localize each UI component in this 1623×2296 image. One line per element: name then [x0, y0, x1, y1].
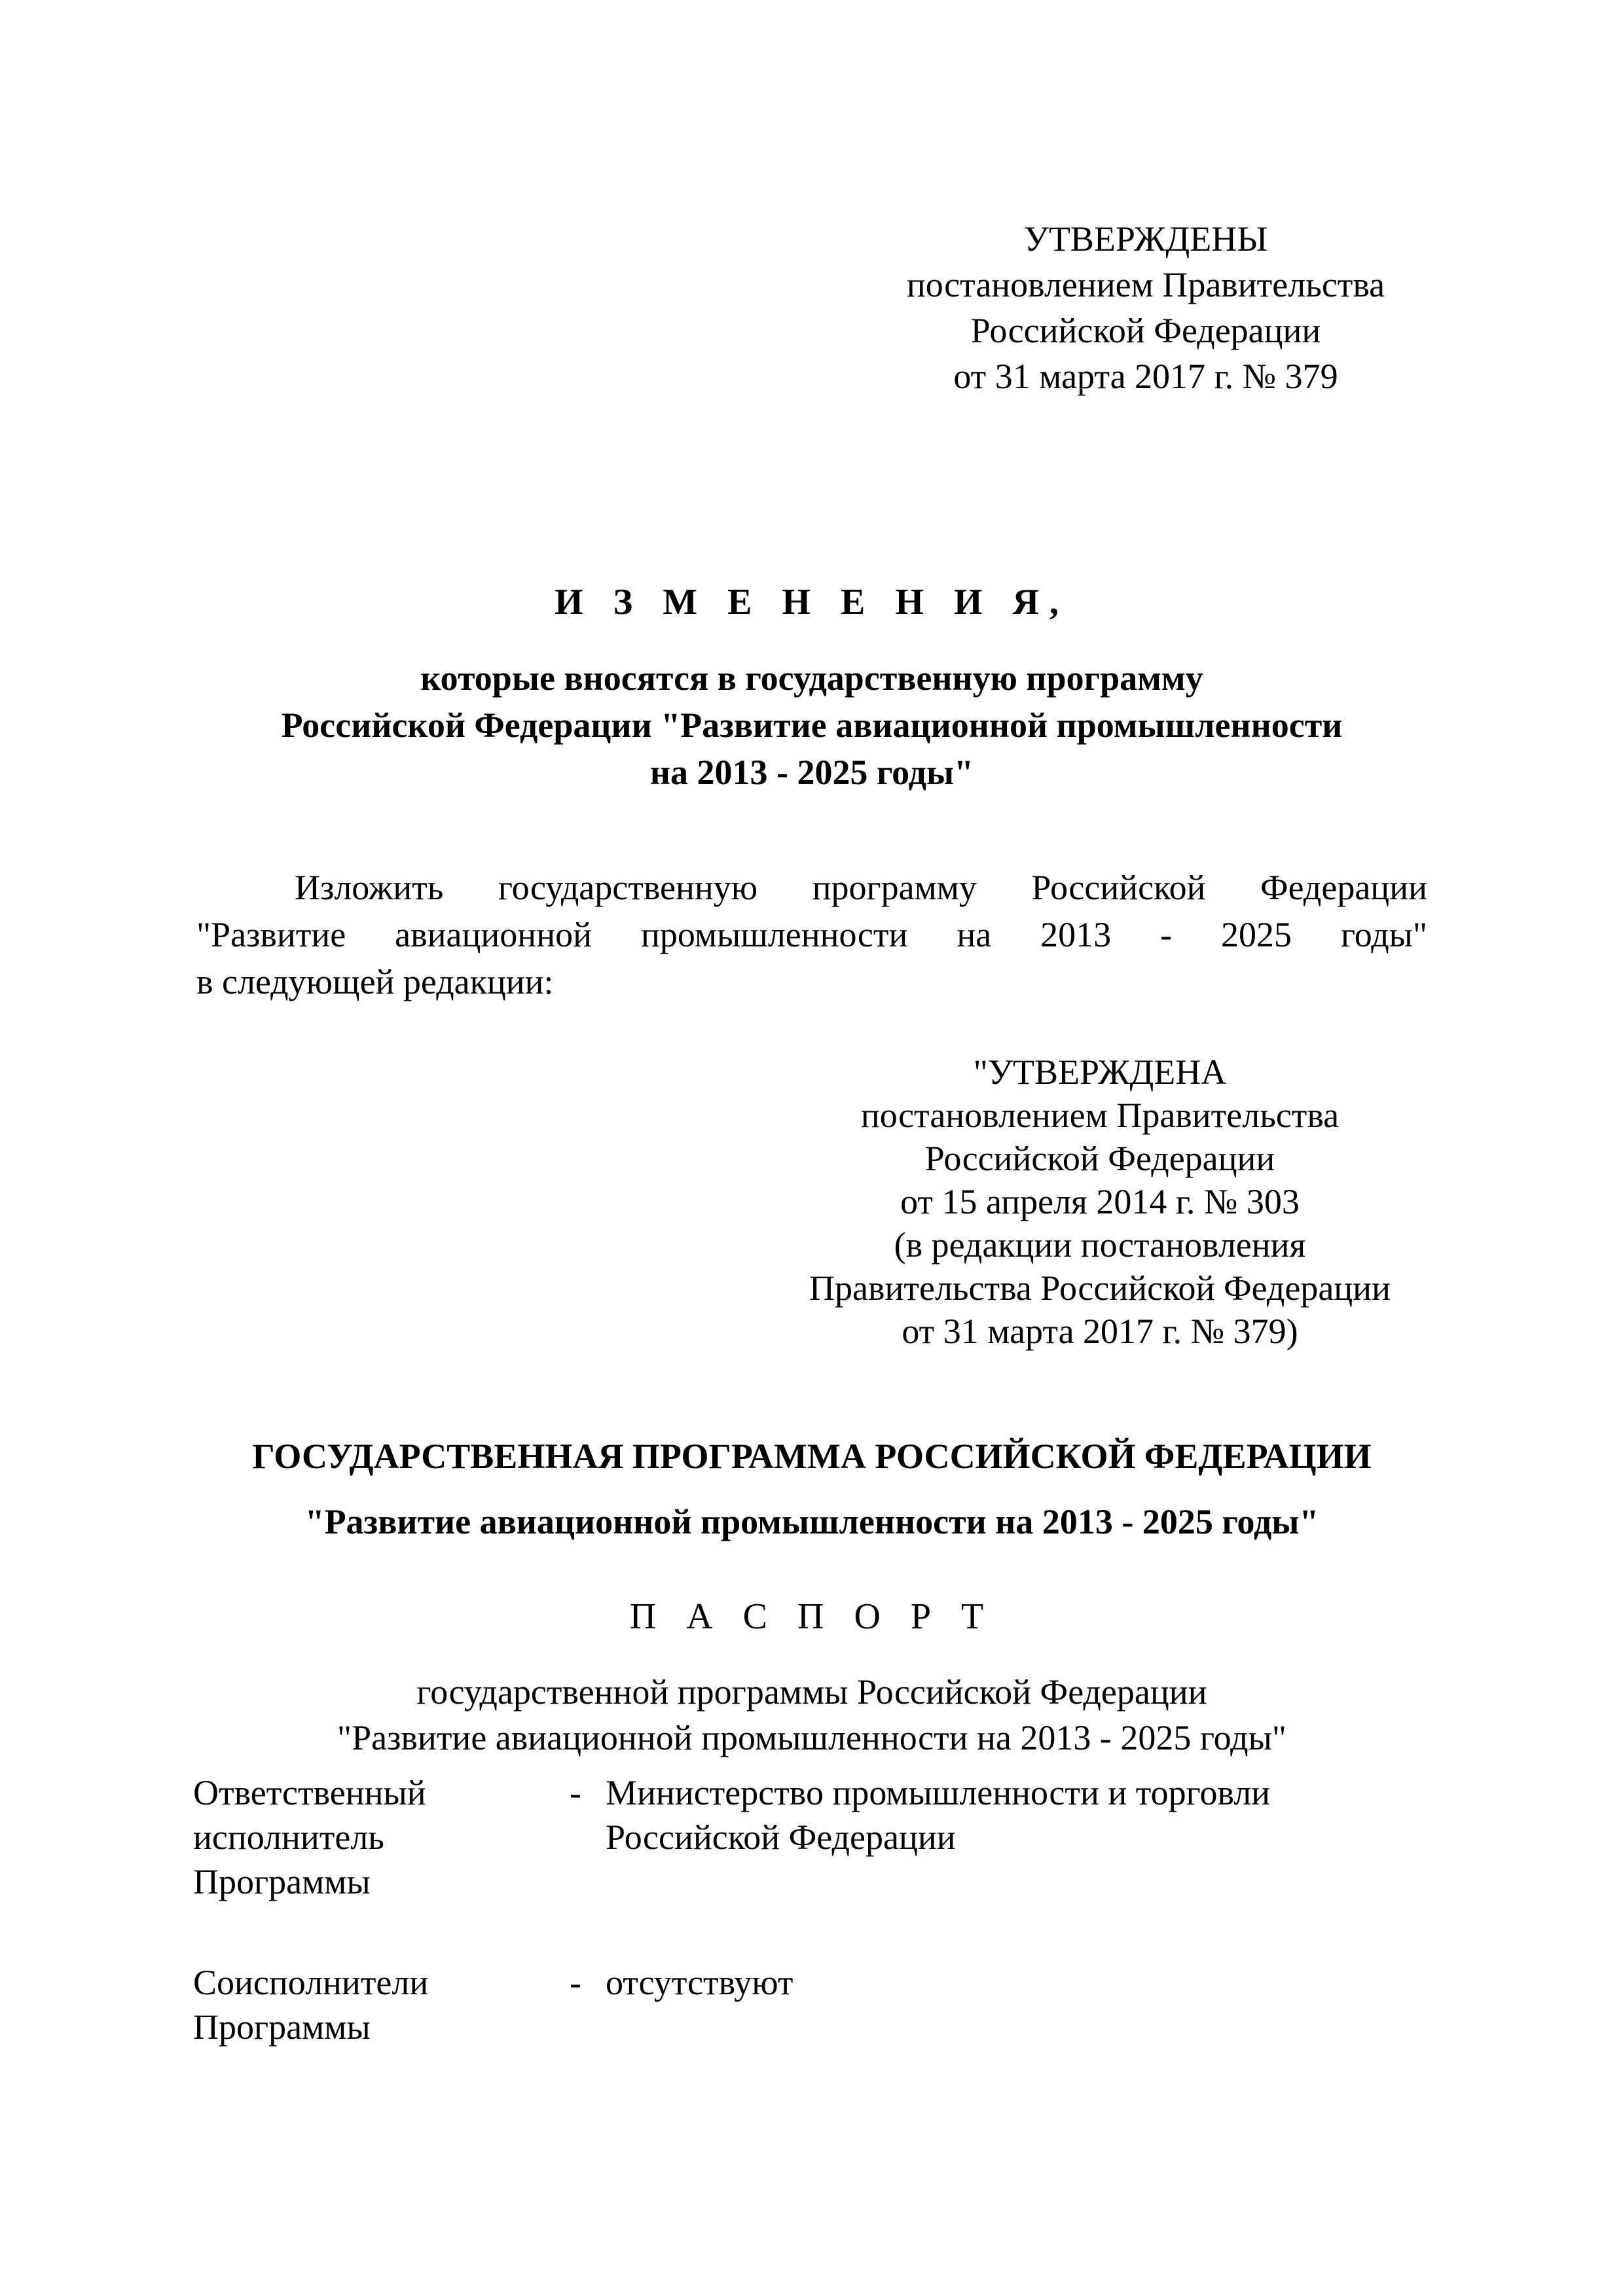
- body-line: Изложить государственную программу Российской Федерации: [295, 868, 1427, 907]
- label-line: Программы: [193, 1862, 371, 1901]
- approval2-line: (в редакции постановления: [894, 1225, 1306, 1265]
- value-line: Министерство промышленности и торговли: [606, 1773, 1271, 1812]
- program-name: "Развитие авиационной промышленности на 2013 - 2025 годы": [304, 1502, 1319, 1541]
- body-line: в следующей редакции:: [196, 962, 554, 1001]
- passport-subtitle-line: государственной программы Российской Федерации: [416, 1672, 1207, 1712]
- approval2-line: "УТВЕРЖДЕНА: [973, 1052, 1227, 1092]
- value-line: отсутствуют: [606, 1963, 793, 2002]
- passport-title: П А С П О Р Т: [629, 1596, 994, 1637]
- approval-block-2: [773, 1050, 1427, 1353]
- passport-row-dash: [570, 1770, 596, 1815]
- changes-title: И З М Е Н Е Н И Я,: [555, 582, 1069, 622]
- approval2-line: от 31 марта 2017 г. № 379): [902, 1312, 1298, 1351]
- approval2-line: постановлением Правительства: [860, 1096, 1340, 1135]
- changes-subtitle-line: которые вносятся в государственную программу: [420, 658, 1203, 698]
- label-line: Ответственный: [193, 1773, 426, 1812]
- passport-row: [193, 1770, 1437, 1914]
- program-title-block: [131, 1430, 1493, 1548]
- changes-subtitle-line: Российской Федерации "Развитие авиационной промышленности: [281, 706, 1343, 745]
- body-paragraph: [196, 864, 1427, 1005]
- passport-row-dash: [570, 1960, 596, 2005]
- label-line: Программы: [193, 2007, 371, 2047]
- passport-subtitle-line: "Развитие авиационной промышленности на 2013 - 2025 годы": [337, 1718, 1286, 1757]
- approval-line: УТВЕРЖДЕНЫ: [1023, 219, 1268, 259]
- body-line: "Развитие авиационной промышленности на 2013 - 2025 годы": [196, 915, 1427, 954]
- label-line: Соисполнители: [193, 1963, 429, 2002]
- dash-glyph: -: [570, 1773, 581, 1812]
- approval-line: Российской Федерации: [970, 311, 1321, 350]
- label-line: исполнитель: [193, 1818, 384, 1857]
- program-heading: ГОСУДАРСТВЕННАЯ ПРОГРАММА РОССИЙСКОЙ ФЕДЕРАЦИИ: [252, 1437, 1372, 1476]
- approval-line: от 31 марта 2017 г. № 379: [953, 357, 1338, 396]
- approval-line: постановлением Правительства: [906, 265, 1385, 304]
- passport-row-value: [606, 1770, 1424, 1859]
- dash-glyph: -: [570, 1963, 581, 2002]
- changes-subtitle-line: на 2013 - 2025 годы": [649, 753, 974, 792]
- passport-row-value: [606, 1960, 1424, 2005]
- approval2-line: Российской Федерации: [924, 1139, 1275, 1178]
- approval2-line: Правительства Российской Федерации: [809, 1268, 1391, 1308]
- passport-row-label: [193, 1770, 534, 1904]
- approval-block: [884, 216, 1408, 399]
- passport-row: [193, 1960, 1437, 2058]
- passport-row-label: [193, 1960, 534, 2049]
- approval2-line: от 15 апреля 2014 г. № 303: [900, 1182, 1300, 1221]
- passport-heading: [131, 1590, 1493, 1761]
- changes-heading: [196, 576, 1427, 796]
- value-line: Российской Федерации: [606, 1818, 956, 1857]
